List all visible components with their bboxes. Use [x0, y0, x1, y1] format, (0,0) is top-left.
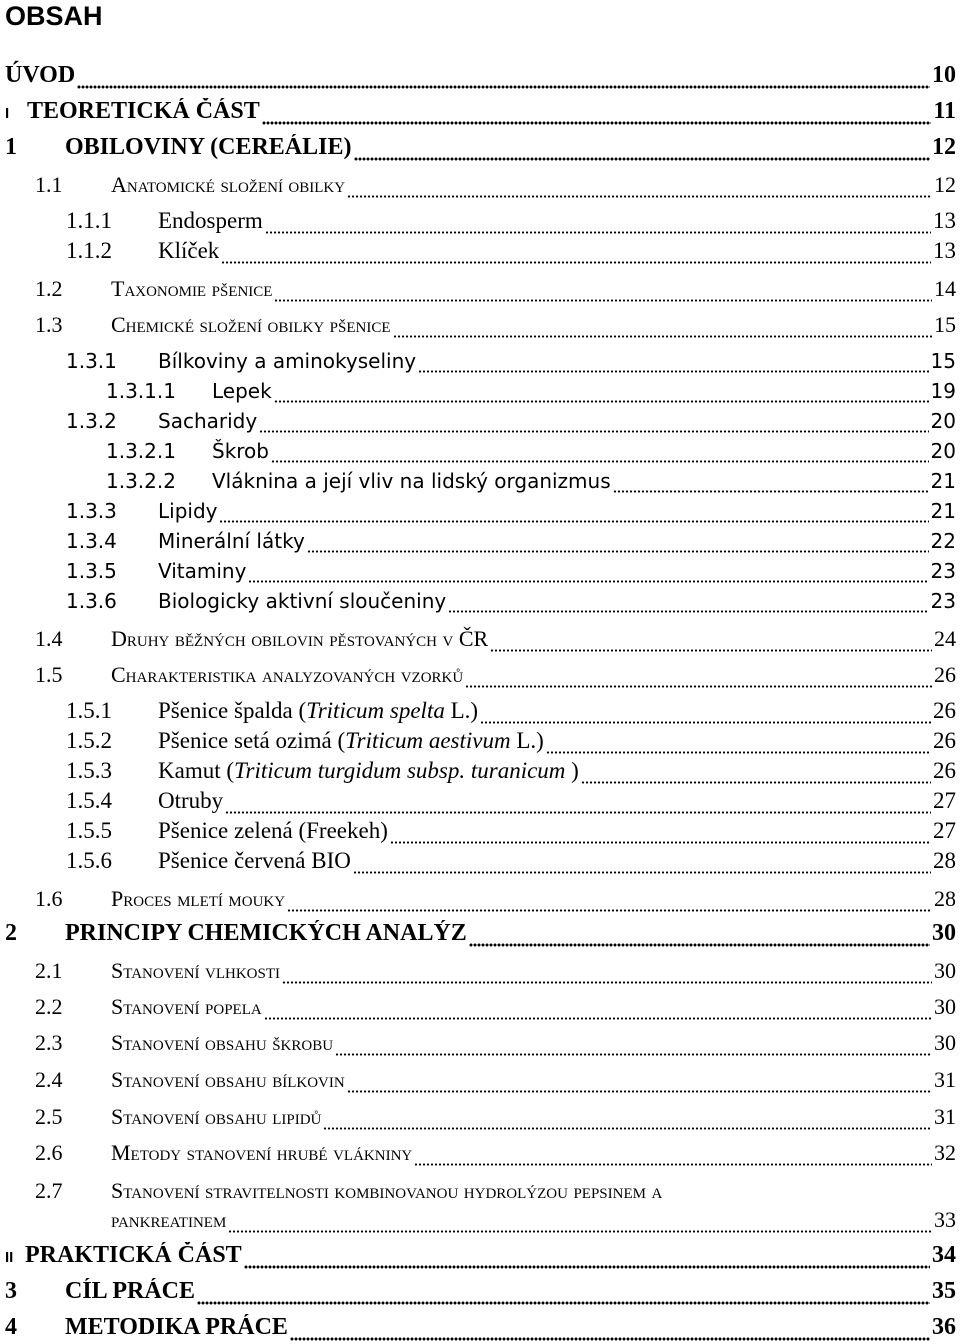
latin-name: Triticum aestivum	[345, 728, 511, 753]
toc-entry-1-3-4[interactable]	[66, 529, 956, 553]
dot-leader	[335, 1050, 932, 1056]
toc-entry-number: 1.5.5	[66, 818, 112, 843]
toc-entry-title: PRAKTICKÁ ČÁST	[25, 1242, 242, 1268]
toc-entry-page: 26	[933, 728, 956, 753]
toc-entry-number: 2.2	[35, 994, 63, 1019]
toc-entry-number: 1.4	[35, 626, 63, 651]
toc-entry-page: 30	[934, 1030, 956, 1055]
toc-entry-page: 13	[933, 238, 956, 263]
toc-entry-1-6[interactable]	[35, 886, 956, 912]
toc-entry-number: 1.3	[35, 312, 63, 337]
toc-entry-page: 36	[932, 1314, 956, 1340]
toc-entry-title: Klíček	[158, 238, 220, 263]
toc-entry-number: 1.3.6	[66, 589, 117, 613]
dot-leader	[323, 1124, 932, 1130]
toc-entry-1-1-1[interactable]	[66, 208, 956, 234]
dot-leader	[448, 607, 928, 613]
toc-entry-number: 1.3.2.1	[106, 439, 176, 463]
toc-entry-number: 2.3	[35, 1030, 63, 1055]
toc-entry-chapter-2[interactable]	[5, 920, 956, 947]
toc-entry-number: 1.3.2	[66, 409, 117, 433]
dot-leader	[287, 906, 932, 912]
toc-entry-title: Minerální látky	[158, 529, 305, 553]
toc-entry-page: 21	[930, 469, 956, 493]
toc-entry-page: 24	[934, 626, 956, 651]
latin-name: Triticum turgidum subsp. turanicum	[234, 758, 566, 783]
dot-leader	[546, 748, 931, 754]
toc-entry-page: 27	[933, 818, 956, 843]
toc-entry-1-1[interactable]	[35, 172, 956, 198]
dot-leader	[418, 367, 928, 373]
dot-leader	[490, 646, 932, 652]
toc-entry-number: 4	[5, 1314, 17, 1340]
dot-leader	[469, 941, 930, 947]
toc-entry-title: Stanovení stravitelnosti kombinovanou hydrolýzou pepsinem a	[111, 1178, 663, 1203]
dot-leader	[264, 1014, 932, 1020]
toc-entry-page: 34	[932, 1242, 956, 1268]
toc-entry-1-5-6[interactable]	[66, 848, 956, 874]
toc-entry-page: 30	[934, 958, 956, 983]
toc-entry-page: 20	[930, 409, 956, 433]
toc-entry-title: Proces mletí mouky	[111, 886, 286, 911]
toc-entry-number: 1.3.2.2	[106, 469, 176, 493]
toc-entry-title: Pšenice červená BIO	[158, 848, 351, 873]
title-tail: L.)	[444, 698, 479, 723]
toc-entry-number: I	[5, 105, 10, 122]
toc-entry-page: 26	[933, 758, 956, 783]
dot-leader	[581, 778, 931, 784]
dot-leader	[307, 547, 929, 553]
dot-leader	[221, 258, 931, 264]
toc-entry-page: 14	[934, 276, 956, 301]
toc-entry-1-5-3[interactable]	[66, 758, 956, 784]
toc-entry-page: 15	[934, 312, 956, 337]
toc-entry-page: 26	[933, 698, 956, 723]
toc-entry-1-3-3[interactable]	[66, 499, 956, 523]
toc-entry-number: 3	[5, 1278, 17, 1304]
toc-entry-title: CÍL PRÁCE	[65, 1278, 196, 1304]
toc-entry-chapter-4[interactable]	[5, 1314, 956, 1341]
toc-entry-page: 12	[932, 134, 956, 160]
dot-leader	[244, 1263, 930, 1269]
toc-entry-number: 2.1	[35, 958, 63, 983]
toc-entry-title: PRINCIPY CHEMICKÝCH ANALÝZ	[65, 920, 467, 946]
dot-leader	[219, 517, 928, 523]
toc-entry-1-5[interactable]	[35, 662, 956, 688]
toc-entry-title: Chemické složení obilky pšenice	[111, 312, 391, 337]
dot-leader	[480, 718, 931, 724]
toc-entry-1-5-2[interactable]	[66, 728, 956, 754]
toc-entry-page: 12	[934, 172, 956, 197]
toc-entry-number: 1.1	[35, 172, 63, 197]
toc-entry-page: 28	[933, 848, 956, 873]
toc-entry-1-4[interactable]	[35, 626, 956, 652]
toc-entry-number: 1.3.4	[66, 529, 117, 553]
toc-entry-page: 22	[930, 529, 956, 553]
toc-entry-page: 32	[934, 1140, 956, 1165]
toc-entry-title: Metody stanovení hrubé vlákniny	[111, 1140, 413, 1165]
toc-entry-title: Vláknina a její vliv na lidský organizmus	[212, 469, 611, 493]
toc-entry-title: Škrob	[212, 439, 269, 463]
toc-entry-1-2[interactable]	[35, 276, 956, 302]
toc-entry-number: 1.6	[35, 886, 63, 911]
toc-entry-page: 33	[934, 1207, 956, 1232]
toc-entry-number: 1.3.1.1	[106, 379, 176, 403]
toc-entry-number: 1.1.2	[66, 238, 112, 263]
toc-entry-title: Pšenice zelená (Freekeh)	[158, 818, 388, 843]
dot-leader	[613, 487, 929, 493]
toc-entry-1-1-2[interactable]	[66, 238, 956, 264]
title-text: Pšenice setá ozimá (	[158, 728, 346, 753]
toc-entry-1-5-4[interactable]	[66, 788, 956, 814]
toc-entry-1-5-5[interactable]	[66, 818, 956, 844]
dot-leader	[265, 228, 931, 234]
toc-entry-part-2[interactable]	[5, 1242, 956, 1269]
toc-entry-page: 23	[930, 559, 956, 583]
toc-entry-1-3-6[interactable]	[66, 589, 956, 613]
dot-leader	[228, 1227, 932, 1233]
toc-entry-title: Druhy běžných obilovin pěstovaných v ČR	[111, 626, 489, 651]
dot-leader	[353, 868, 931, 874]
dot-leader	[259, 427, 928, 433]
toc-entry-page: 15	[930, 349, 956, 373]
toc-entry-chapter-3[interactable]	[5, 1278, 956, 1305]
toc-entry-title: Stanovení obsahu lipidů	[111, 1104, 322, 1129]
toc-entry-title	[158, 758, 579, 784]
toc-entry-number: 1.5.1	[66, 698, 112, 723]
dot-leader	[414, 1160, 932, 1166]
toc-entry-page: 21	[930, 499, 956, 523]
toc-entry-title: METODIKA PRÁCE	[65, 1314, 288, 1340]
toc-entry-title: Stanovení obsahu bílkovin	[111, 1067, 345, 1092]
title-tail: )	[565, 758, 579, 783]
toc-entry-page: 26	[934, 662, 956, 687]
title-text: Pšenice špalda (	[158, 698, 307, 723]
toc-entry-1-3-2-1[interactable]	[106, 439, 956, 463]
toc-entry-title: Bílkoviny a aminokyseliny	[158, 349, 417, 373]
toc-entry-1-3-2[interactable]	[66, 409, 956, 433]
toc-entry-title: Otruby	[158, 788, 224, 813]
toc-entry-2-2[interactable]	[35, 994, 956, 1020]
dot-leader	[393, 332, 933, 338]
dot-leader	[282, 978, 932, 984]
toc-entry-page: 28	[934, 886, 956, 911]
toc-entry-2-1[interactable]	[35, 958, 956, 984]
dot-leader	[347, 192, 932, 198]
toc-entry-number: 1.3.5	[66, 559, 117, 583]
toc-entry-page: 30	[932, 920, 956, 946]
toc-entry-title: Stanovení obsahu škrobu	[111, 1030, 334, 1055]
toc-heading: OBSAH	[5, 1, 103, 31]
toc-entry-2-5[interactable]	[35, 1104, 956, 1130]
toc-entry-page: 11	[933, 98, 956, 124]
toc-entry-title: Biologicky aktivní sloučeniny	[158, 589, 447, 613]
toc-entry-number: 1.2	[35, 276, 63, 301]
toc-entry-number: 1.3.3	[66, 499, 117, 523]
toc-entry-number: II	[5, 1249, 14, 1266]
toc-entry-number: 2.6	[35, 1140, 63, 1165]
toc-entry-title: TEORETICKÁ ČÁST	[27, 98, 260, 124]
toc-entry-title: OBILOVINY (CEREÁLIE)	[65, 134, 352, 160]
toc-entry-number: 1.3.1	[66, 349, 117, 373]
toc-entry-1-5-1[interactable]	[66, 698, 956, 724]
toc-entry-number: 2.5	[35, 1104, 63, 1129]
dot-leader	[274, 397, 929, 403]
dot-leader	[248, 577, 928, 583]
toc-entry-title: ÚVOD	[5, 62, 76, 88]
toc-entry-chapter-1[interactable]	[5, 134, 956, 161]
dot-leader	[390, 838, 931, 844]
toc-entry-number: 2.7	[35, 1178, 63, 1203]
toc-entry-number: 1.5.2	[66, 728, 112, 753]
toc-entry-title-continuation: pankreatinem	[111, 1207, 227, 1232]
toc-entry-page: 35	[932, 1278, 956, 1304]
toc-entry-page: 31	[934, 1104, 956, 1129]
latin-name: Triticum spelta	[306, 698, 445, 723]
toc-entry-1-3-2-2[interactable]	[106, 469, 956, 493]
toc-entry-title: Taxonomie pšenice	[111, 276, 273, 301]
toc-entry-title	[158, 728, 544, 754]
toc-entry-number: 1.1.1	[66, 208, 112, 233]
toc-entry-page: 13	[933, 208, 956, 233]
toc-entry-2-7-first-line[interactable]	[35, 1178, 662, 1204]
toc-entry-2-3[interactable]	[35, 1030, 956, 1056]
toc-entry-page: 30	[934, 994, 956, 1019]
dot-leader	[262, 119, 932, 125]
toc-entry-number: 1	[5, 134, 17, 160]
toc-entry-page: 27	[933, 788, 956, 813]
toc-entry-2-6[interactable]	[35, 1140, 956, 1166]
toc-entry-page: 20	[930, 439, 956, 463]
dot-leader	[274, 296, 932, 302]
dot-leader	[225, 808, 931, 814]
toc-entry-page: 23	[930, 589, 956, 613]
toc-entry-number: 1.5.6	[66, 848, 112, 873]
toc-entry-page: 19	[930, 379, 956, 403]
dot-leader	[290, 1335, 930, 1341]
toc-entry-1-3[interactable]	[35, 312, 956, 338]
dot-leader	[77, 83, 930, 89]
toc-entry-1-3-5[interactable]	[66, 559, 956, 583]
toc-entry-2-4[interactable]	[35, 1067, 956, 1093]
toc-entry-1-3-1-1[interactable]	[106, 379, 956, 403]
toc-entry-title: Vitaminy	[158, 559, 247, 583]
toc-entry-title: Lepek	[212, 379, 272, 403]
toc-entry-title: Stanovení popela	[111, 994, 262, 1019]
title-text: Kamut (	[158, 758, 235, 783]
toc-entry-part-1[interactable]	[5, 98, 956, 125]
dot-leader	[347, 1087, 932, 1093]
toc-entry-number: 1.5	[35, 662, 63, 687]
toc-entry-uvod[interactable]	[5, 62, 956, 89]
toc-entry-page: 10	[932, 62, 956, 88]
toc-entry-page: 31	[934, 1067, 956, 1092]
toc-entry-title: Lipidy	[158, 499, 218, 523]
title-tail: L.)	[510, 728, 544, 753]
toc-entry-title: Charakteristika analyzovaných vzorků	[111, 662, 464, 687]
toc-entry-title	[158, 698, 478, 724]
toc-entry-number: 2	[5, 920, 17, 946]
toc-entry-number: 2.4	[35, 1067, 63, 1092]
toc-entry-title: Stanovení vlhkosti	[111, 958, 281, 983]
dot-leader	[354, 155, 931, 161]
toc-entry-1-3-1[interactable]	[66, 349, 956, 373]
toc-entry-title: Anatomické složení obilky	[111, 172, 346, 197]
dot-leader	[465, 682, 932, 688]
dot-leader	[197, 1299, 930, 1305]
toc-entry-number: 1.5.4	[66, 788, 112, 813]
dot-leader	[271, 457, 929, 463]
toc-entry-2-7[interactable]	[111, 1207, 956, 1233]
toc-entry-title: Endosperm	[158, 208, 263, 233]
toc-entry-number: 1.5.3	[66, 758, 112, 783]
toc-entry-title: Sacharidy	[158, 409, 258, 433]
